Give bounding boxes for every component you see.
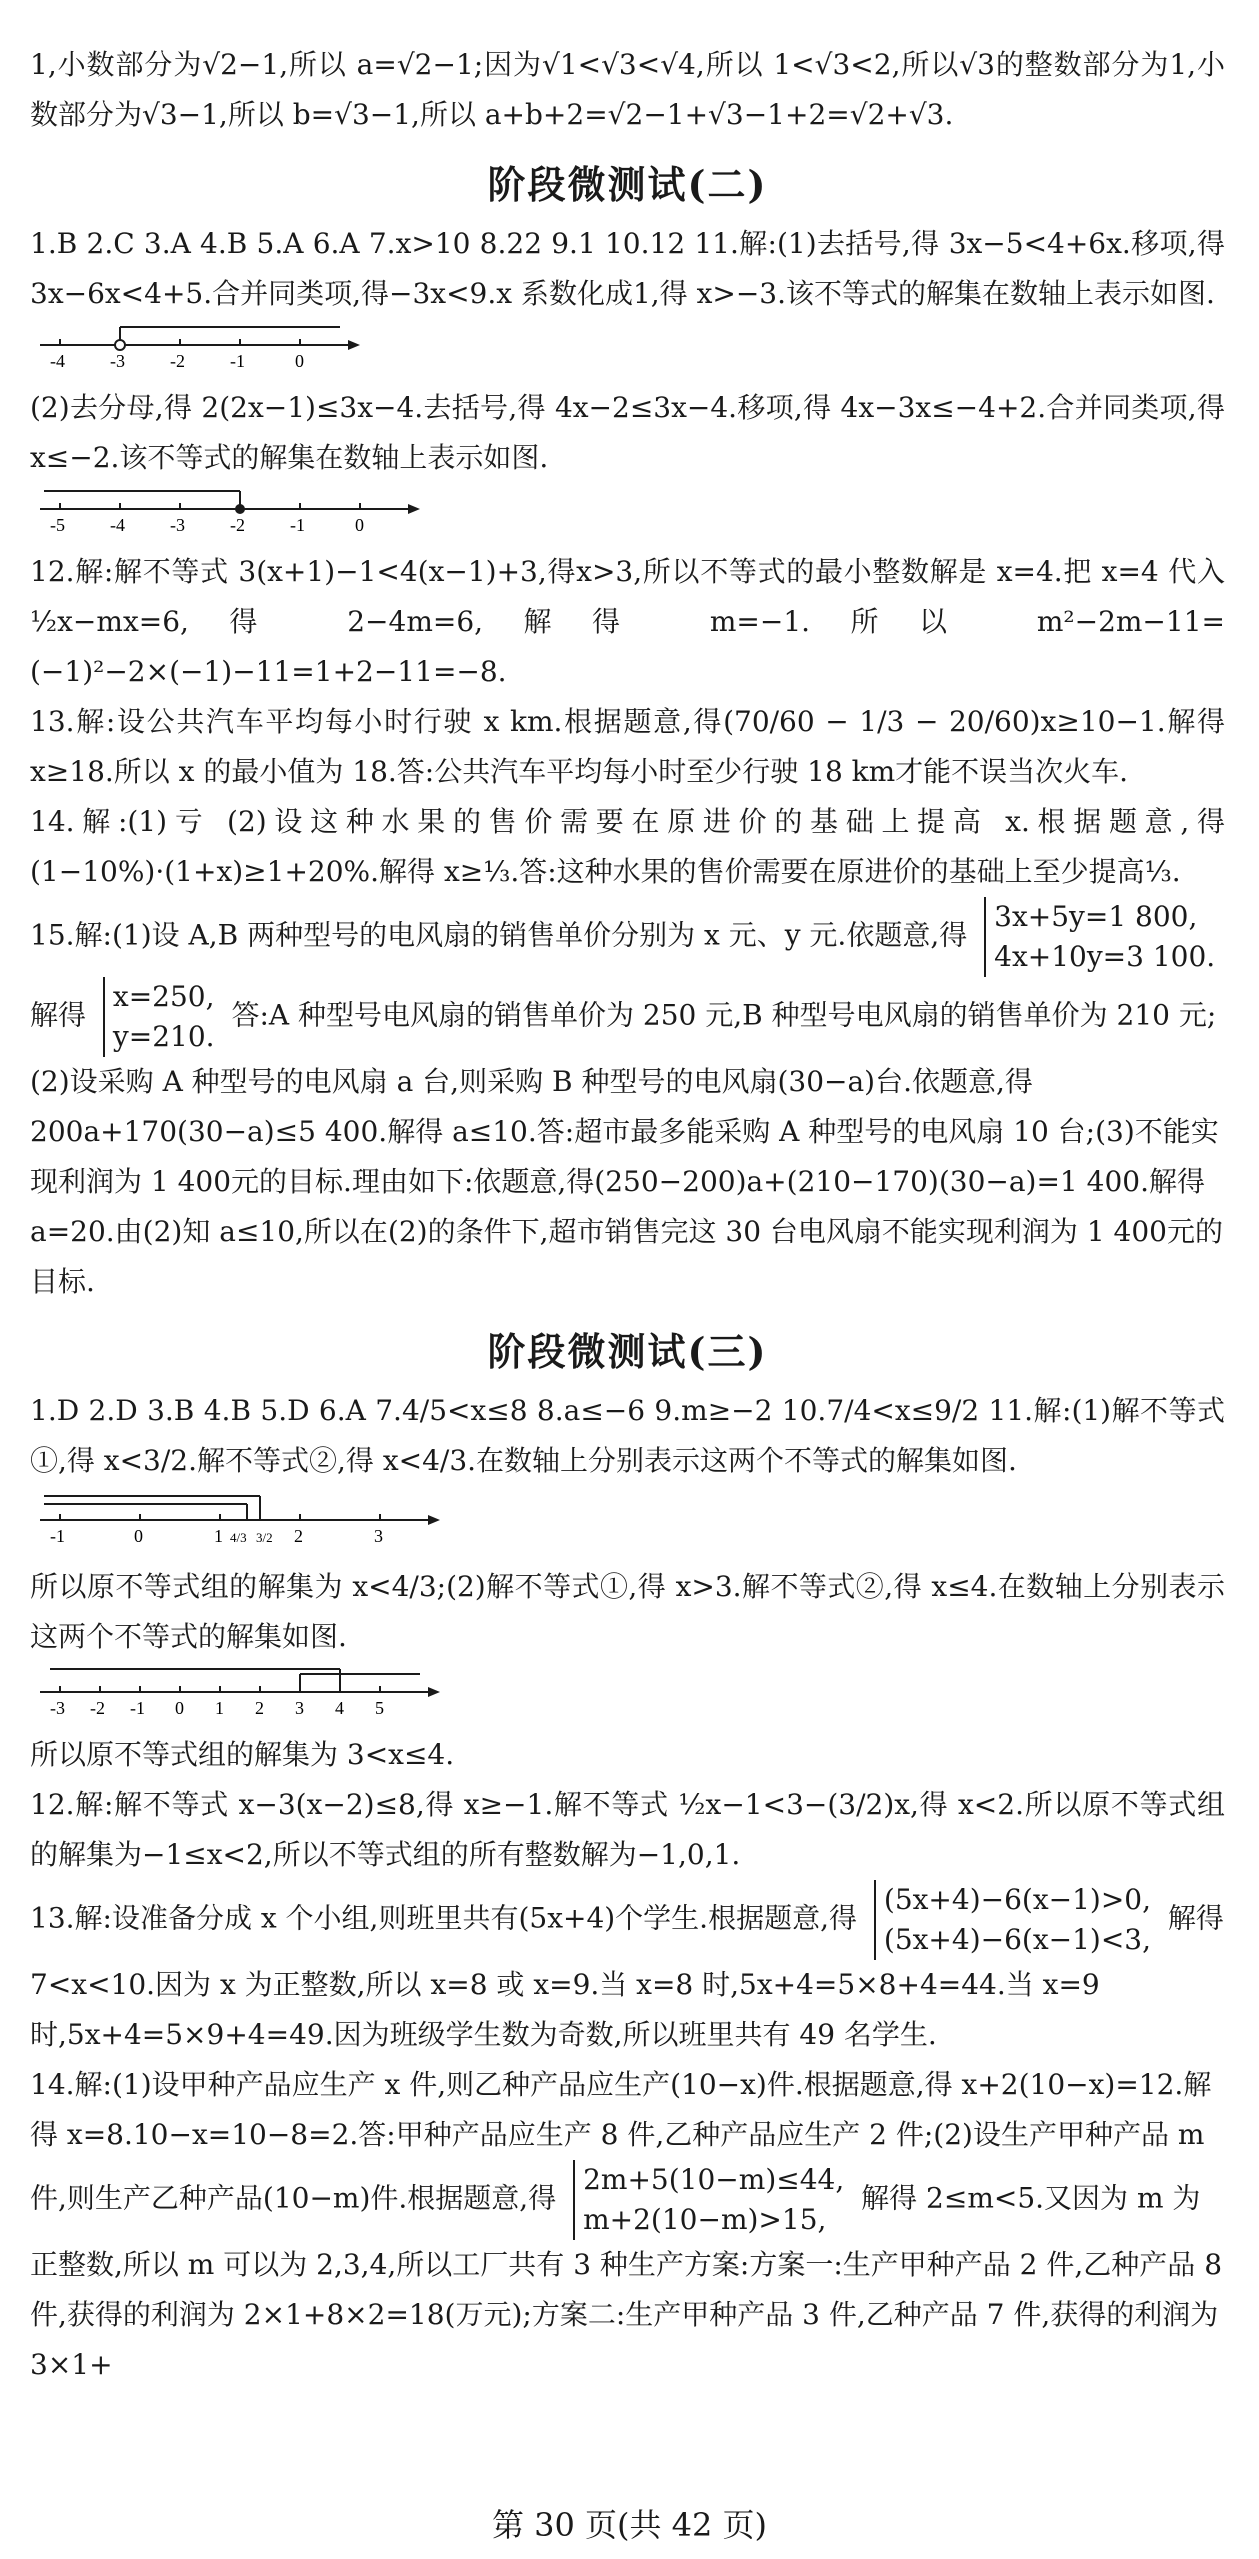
nl2-tick-label: 0 (355, 515, 364, 535)
nl4-tick-label: 5 (375, 1698, 384, 1718)
nl4-tick-label: -3 (50, 1698, 65, 1718)
s3-paragraph-1: 1.D 2.D 3.B 4.B 5.D 6.A 7.4/5<x≤8 8.a≤−6 9.m≥−2 10.7/4<x≤9/2 11.解:(1)解不等式①,得 x<3/2.解不等式②,得 x<4/3.在数轴上分别表示这两个不等式的解集如图. (30, 1394, 1225, 1477)
answer-content (30, 40, 1225, 2390)
nl3-tick-label: 0 (134, 1526, 143, 1546)
section-title-3: 阶段微测试(三) (487, 1329, 768, 1374)
number-line-3 (30, 1490, 1225, 1554)
s3-paragraph-5 (30, 1880, 1225, 2060)
s2-paragraph-4: 13.解:设公共汽车平均每小时行驶 x km.根据题意,得(70/60 − 1/3 − 20/60)x≥10−1.解得 x≥18.所以 x 的最小值为 18.答:公共汽车平均每小时至少行驶 18 km才能不误当次火车. (30, 705, 1225, 788)
number-line-4 (30, 1666, 1225, 1722)
nl3-tick-label: -1 (50, 1526, 65, 1546)
equation-line: (5x+4)−6(x−1)<3, (883, 1923, 1151, 1956)
nl2-tick-label: -3 (170, 515, 185, 535)
nl4-tick-label: -2 (90, 1698, 105, 1718)
number-line-1 (30, 323, 1225, 375)
equation-system-3 (874, 1880, 1151, 1960)
s2-paragraph-2: (2)去分母,得 2(2x−1)≤3x−4.去括号,得 4x−2≤3x−4.移项,得 4x−3x≤−4+2.合并同类项,得 x≤−2.该不等式的解集在数轴上表示如图. (30, 391, 1225, 474)
nl1-tick-label: -3 (110, 351, 125, 371)
s3-p5-text-a: 13.解:设准备分成 x 个小组,则班里共有(5x+4)个学生.根据题意,得 (30, 1901, 857, 1935)
page-footer: 第 30 页(共 42 页) (491, 2506, 768, 2544)
nl1-tick-label: -2 (170, 351, 185, 371)
nl1-tick-label: -1 (230, 351, 245, 371)
s3-paragraph-3: 所以原不等式组的解集为 3<x≤4. (30, 1738, 455, 1771)
nl3-tick-label: 3 (374, 1526, 383, 1546)
equation-line: 2m+5(10−m)≤44, (583, 2163, 845, 2196)
equation-system-4 (573, 2160, 844, 2240)
nl2-tick-label: -1 (290, 515, 305, 535)
nl2-tick-label: -2 (230, 515, 245, 535)
nl4-tick-label: -1 (130, 1698, 145, 1718)
nl3-tick-label: 2 (294, 1526, 303, 1546)
s2-p6-text-a: 15.解:(1)设 A,B 两种型号的电风扇的销售单价分别为 x 元、y 元.依题意,得 (30, 918, 968, 952)
nl1-tick-label: 0 (295, 351, 304, 371)
equation-line: (5x+4)−6(x−1)>0, (883, 1883, 1151, 1916)
equation-line: x=250, (112, 980, 215, 1013)
section-title-2: 阶段微测试(二) (487, 162, 768, 207)
intro-paragraph: 1,小数部分为√2−1,所以 a=√2−1;因为√1<√3<√4,所以 1<√3<2,所以√3的整数部分为1,小数部分为√3−1,所以 b=√3−1,所以 a+b+2=√2−1+√3−1+2=√2+√3. (30, 48, 1225, 131)
nl3-tick-label: 1 (214, 1526, 223, 1546)
number-line-2 (30, 487, 1225, 539)
s3-paragraph-6 (30, 2060, 1225, 2390)
s3-paragraph-4: 12.解:解不等式 x−3(x−2)≤8,得 x≥−1.解不等式 ½x−1<3−(3/2)x,得 x<2.所以原不等式组的解集为−1≤x<2,所以不等式组的所有整数解为−1,0,1. (30, 1788, 1225, 1871)
s2-paragraph-3: 12.解:解不等式 3(x+1)−1<4(x−1)+3,得x>3,所以不等式的最小整数解是 x=4.把 x=4 代入 ½x−mx=6,得 2−4m=6,解得 m=−1.所以 m²−2m−11=(−1)²−2×(−1)−11=1+2−11=−8. (30, 555, 1225, 688)
s2-paragraph-5: 14.解:(1)亏 (2)设这种水果的售价需要在原进价的基础上提高 x.根据题意,得(1−10%)·(1+x)≥1+20%.解得 x≥⅓.答:这种水果的售价需要在原进价的基础上至少提高⅓. (30, 805, 1225, 888)
nl4-tick-label: 0 (175, 1698, 184, 1718)
nl4-tick-label: 4 (335, 1698, 344, 1718)
nl3-tick-label: 4/3 (230, 1530, 247, 1545)
equation-line: y=210. (112, 1020, 215, 1053)
nl3-tick-label: 3/2 (256, 1530, 273, 1545)
s3-p5-text-b: 解得 7<x<10.因为 x 为正整数,所以 x=8 或 x=9.当 x=8 时,5x+4=5×8+4=44.当 x=9 时,5x+4=5×9+4=49.因为班级学生数为奇数,所以班里共有 49 名学生. (30, 1901, 1224, 2051)
nl4-tick-label: 2 (255, 1698, 264, 1718)
equation-line: 4x+10y=3 100. (994, 940, 1216, 973)
nl4-tick-label: 1 (215, 1698, 224, 1718)
s2-p6-text-b: 解得 (30, 998, 87, 1032)
s3-p6-text-b: 解得 2≤m<5.又因为 m 为正整数,所以 m 可以为 2,3,4,所以工厂共有 3 种生产方案:方案一:生产甲种产品 2 件,乙种产品 8 件,获得的利润为 2×1+8×2=18(万元);方案二:生产甲种产品 3 件,乙种产品 7 件,获得的利润为 3×1+ (30, 2181, 1223, 2381)
equation-line: 3x+5y=1 800, (994, 900, 1198, 933)
nl4-tick-label: 3 (295, 1698, 304, 1718)
s2-paragraph-6 (30, 897, 1225, 1307)
s3-p6-text-a: 14.解:(1)设甲种产品应生产 x 件,则乙种产品应生产(10−x)件.根据题意,得 x+2(10−x)=12.解得 x=8.10−x=10−8=2.答:甲种产品应生产 8 件,乙种产品应生产 2 件;(2)设生产甲种产品 m 件,则生产乙种产品(10−m)件.根据题意,得 (30, 2068, 1212, 2215)
nl2-tick-label: -5 (50, 515, 65, 535)
s3-paragraph-2: 所以原不等式组的解集为 x<4/3;(2)解不等式①,得 x>3.解不等式②,得 x≤4.在数轴上分别表示这两个不等式的解集如图. (30, 1570, 1225, 1653)
s2-paragraph-1: 1.B 2.C 3.A 4.B 5.A 6.A 7.x>10 8.22 9.1 10.12 11.解:(1)去括号,得 3x−5<4+6x.移项,得 3x−6x<4+5.合并同类项,得−3x<9.x 系数化成1,得 x>−3.该不等式的解集在数轴上表示如图. (30, 227, 1225, 310)
equation-system-1 (984, 897, 1215, 977)
s2-p6-text-c: 答:A 种型号电风扇的销售单价为 250 元,B 种型号电风扇的销售单价为 210 元;(2)设采购 A 种型号的电风扇 a 台,则采购 B 种型号的电风扇(30−a)台.依题意,得 200a+170(30−a)≤5 400.解得 a≤10.答:超市最多能采购 A 种型号的电风扇 10 台;(3)不能实现利润为 1 400元的目标.理由如下:依题意,得(250−200)a+(210−170)(30−a)=1 400.解得 a=20.由(2)知 a≤10,所以在(2)的条件下,超市销售完这 30 台电风扇不能实现利润为 1 400元的目标. (30, 998, 1223, 1298)
nl2-tick-label: -4 (110, 515, 125, 535)
equation-system-2 (103, 977, 215, 1057)
nl1-tick-label: -4 (50, 351, 65, 371)
equation-line: m+2(10−m)>15, (583, 2203, 827, 2236)
